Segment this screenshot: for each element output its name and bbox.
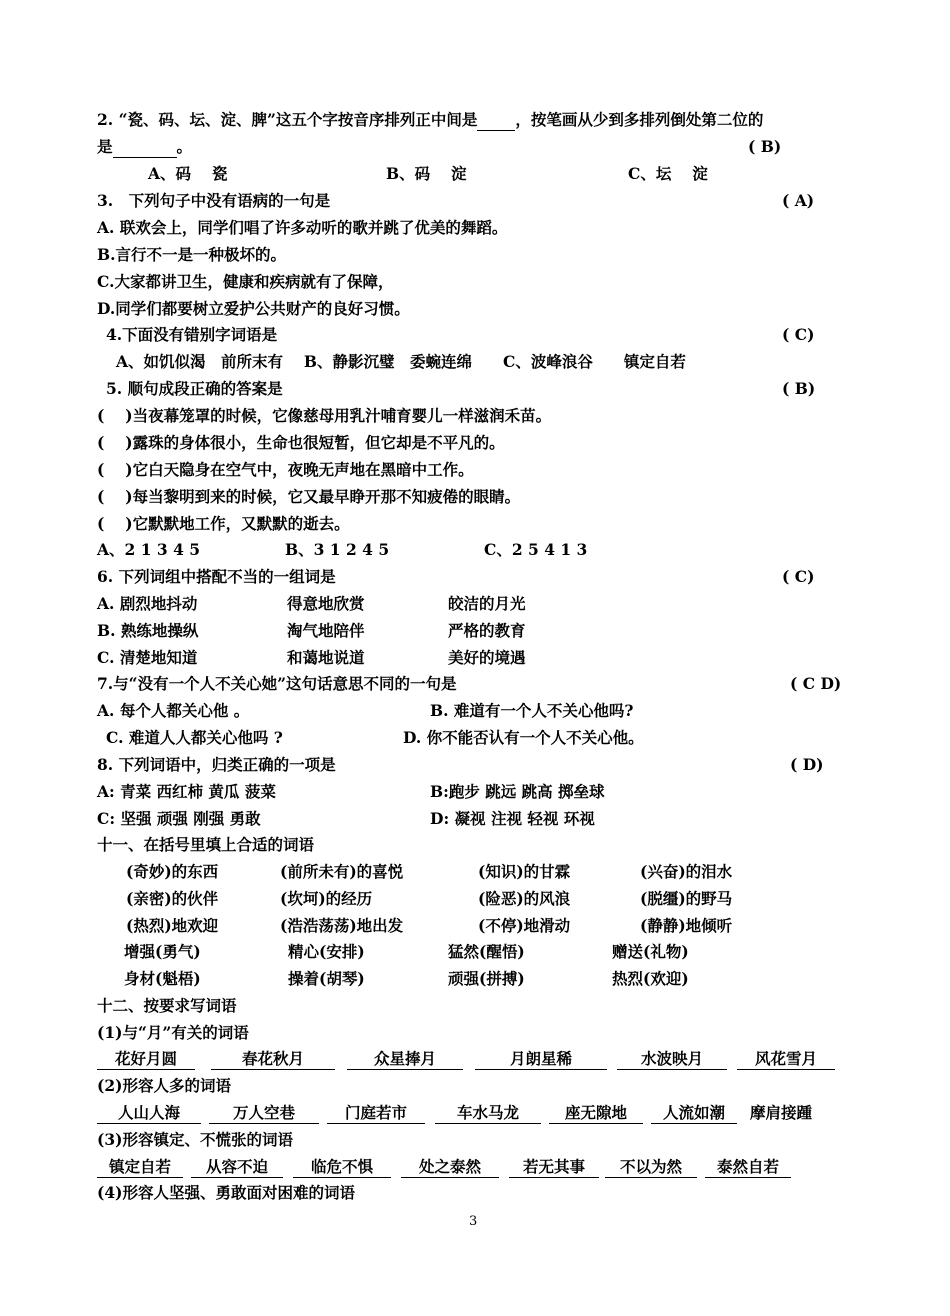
q6-answer: ( C) bbox=[782, 567, 815, 586]
q2-line1 bbox=[97, 110, 763, 131]
s11-r5-c1: 身材(魁梧) bbox=[124, 969, 201, 988]
word-item: 车水马龙 bbox=[435, 1103, 541, 1124]
q8-option-c: C: 坚强 顽强 刚强 勇敢 bbox=[97, 809, 261, 828]
q5-title: 5. 顺句成段正确的答案是 bbox=[106, 379, 283, 398]
q3-title: 3. 下列句子中没有语病的一句是 bbox=[97, 191, 331, 210]
word-item: 月朗星稀 bbox=[475, 1049, 607, 1070]
q6-row-c-3: 美好的境遇 bbox=[448, 648, 526, 667]
s11-r4-c3: 猛然(醒悟) bbox=[448, 942, 525, 961]
word-item: 不以为然 bbox=[605, 1157, 697, 1178]
q7-option-c: C. 难道人人都关心他吗 ? bbox=[106, 728, 283, 747]
q2-option-b: B、码 淀 bbox=[386, 164, 467, 183]
word-item: 水波映月 bbox=[617, 1049, 727, 1070]
s12-group-2-words bbox=[97, 1103, 819, 1124]
word-item: 人山人海 bbox=[97, 1103, 201, 1124]
q2-text-b: ，按笔画从少到多排列倒处第二位的 bbox=[515, 110, 764, 129]
s11-r2-c4: (脱缰)的野马 bbox=[640, 889, 733, 908]
s12-group-1-label: (1)与“月”有关的词语 bbox=[97, 1023, 249, 1042]
s11-r3-c4: (静静)地倾听 bbox=[640, 916, 733, 935]
s11-r5-c2: 操着(胡琴) bbox=[288, 969, 365, 988]
q6-row-b-3: 严格的教育 bbox=[448, 621, 526, 640]
q4-options: A、如饥似渴 前所末有 B、静影沉璧 委蜿连绵 C、波峰浪谷 镇定自若 bbox=[116, 352, 686, 371]
q6-row-a-3: 皎洁的月光 bbox=[448, 594, 526, 613]
s11-r1-c4: (兴奋)的泪水 bbox=[640, 862, 733, 881]
word-item: 座无隙地 bbox=[549, 1103, 643, 1124]
s12-group-4-label: (4)形容人坚强、勇敢面对困难的词语 bbox=[97, 1183, 355, 1202]
word-item: 从容不迫 bbox=[191, 1157, 283, 1178]
s11-r2-c3: (险恶)的风浪 bbox=[478, 889, 571, 908]
s11-r4-c4: 赠送(礼物) bbox=[612, 942, 689, 961]
q7-title: 7.与“没有一个人不关心她”这句话意思不同的一句是 bbox=[97, 674, 457, 693]
q2-option-c: C、坛 淀 bbox=[628, 164, 708, 183]
q2-text-c: 是 bbox=[97, 137, 113, 156]
q5-option-c: C、2 5 4 1 3 bbox=[484, 540, 588, 559]
q4-answer: ( C) bbox=[782, 325, 815, 344]
word-item: 人流如潮 bbox=[651, 1103, 737, 1124]
q7-option-b: B. 难道有一个人不关心他吗? bbox=[430, 701, 634, 720]
q2-line2 bbox=[97, 137, 192, 158]
q7-option-d: D. 你不能否认有一个人不关心他。 bbox=[403, 728, 644, 747]
q3-option-a: A. 联欢会上，同学们唱了许多动听的歌并跳了优美的舞蹈。 bbox=[97, 218, 508, 237]
q3-answer: ( A) bbox=[782, 191, 815, 210]
s12-group-2-label: (2)形容人多的词语 bbox=[97, 1076, 231, 1095]
s12-group-3-words bbox=[97, 1157, 791, 1178]
q3-option-c: C.大家都讲卫生，健康和疾病就有了保障， bbox=[97, 272, 394, 291]
q7-option-a: A. 每个人都关心他 。 bbox=[97, 701, 250, 720]
q3-option-b: B.言行不一是一种极坏的。 bbox=[97, 245, 286, 264]
q8-answer: ( D) bbox=[790, 755, 824, 774]
s11-r1-c1: (奇妙)的东西 bbox=[126, 862, 219, 881]
q2-blank-1 bbox=[477, 110, 515, 131]
word-item: 门庭若市 bbox=[327, 1103, 425, 1124]
section-11-title: 十一、在括号里填上合适的词语 bbox=[97, 835, 315, 854]
page-number: 3 bbox=[469, 1214, 478, 1229]
s11-r1-c2: (前所未有)的喜悦 bbox=[280, 862, 404, 881]
q6-row-c-2: 和蔼地说道 bbox=[287, 648, 365, 667]
q2-blank-2 bbox=[113, 137, 177, 158]
word-item: 摩肩接踵 bbox=[749, 1103, 812, 1122]
s11-r5-c4: 热烈(欢迎) bbox=[612, 969, 689, 988]
q8-option-a: A: 青菜 西红柿 黄瓜 菠菜 bbox=[97, 782, 276, 801]
q6-row-a-1: A. 剧烈地抖动 bbox=[97, 594, 198, 613]
s11-r3-c2: (浩浩荡荡)地出发 bbox=[280, 916, 404, 935]
q2-text-a: 2. “瓷、码、坛、淀、脾”这五个字按音序排列正中间是 bbox=[97, 110, 478, 129]
q7-answer: ( C D) bbox=[790, 674, 842, 693]
word-item: 若无其事 bbox=[509, 1157, 599, 1178]
word-item: 镇定自若 bbox=[97, 1157, 183, 1178]
s11-r3-c3: (不停)地滑动 bbox=[478, 916, 571, 935]
s11-r4-c1: 增强(勇气) bbox=[124, 942, 201, 961]
q5-sentence-2: ( )露珠的身体很小，生命也很短暂，但它却是不平凡的。 bbox=[97, 433, 505, 452]
q6-row-b-2: 淘气地陪伴 bbox=[287, 621, 365, 640]
q5-answer: ( B) bbox=[782, 379, 816, 398]
s11-r5-c3: 顽强(拼搏) bbox=[448, 969, 525, 988]
section-12-title: 十二、按要求写词语 bbox=[97, 996, 237, 1015]
word-item: 春花秋月 bbox=[211, 1049, 335, 1070]
word-item: 风花雪月 bbox=[737, 1049, 835, 1070]
q5-option-b: B、3 1 2 4 5 bbox=[285, 540, 390, 559]
q8-option-b: B:跑步 跳远 跳高 掷垒球 bbox=[430, 782, 605, 801]
word-item: 众星捧月 bbox=[347, 1049, 463, 1070]
s11-r4-c2: 精心(安排) bbox=[288, 942, 365, 961]
word-item: 花好月圆 bbox=[97, 1049, 195, 1070]
q5-sentence-1: ( )当夜幕笼罩的时候，它像慈母用乳汁哺育婴儿一样滋润禾苗。 bbox=[97, 406, 552, 425]
q2-option-a: A、码 瓷 bbox=[148, 164, 228, 183]
s12-group-1-words bbox=[97, 1049, 835, 1070]
q2-text-d: 。 bbox=[176, 137, 193, 156]
s11-r3-c1: (热烈)地欢迎 bbox=[126, 916, 219, 935]
q6-row-c-1: C. 清楚地知道 bbox=[97, 648, 198, 667]
q8-option-d: D: 凝视 注视 轻视 环视 bbox=[430, 809, 595, 828]
q5-option-a: A、2 1 3 4 5 bbox=[97, 540, 201, 559]
q5-sentence-4: ( )每当黎明到来的时候，它又最早睁开那不知疲倦的眼睛。 bbox=[97, 487, 521, 506]
q6-row-b-1: B. 熟练地操纵 bbox=[97, 621, 199, 640]
s12-group-3-label: (3)形容镇定、不慌张的词语 bbox=[97, 1130, 293, 1149]
q6-title: 6. 下列词组中搭配不当的一组词是 bbox=[97, 567, 336, 586]
word-item: 处之泰然 bbox=[401, 1157, 499, 1178]
q3-option-d: D.同学们都要树立爱护公共财产的良好习惯。 bbox=[97, 299, 410, 318]
s11-r2-c1: (亲密)的伙伴 bbox=[126, 889, 219, 908]
q5-sentence-5: ( )它默默地工作，又默默的逝去。 bbox=[97, 514, 350, 533]
s11-r2-c2: (坎坷)的经历 bbox=[280, 889, 373, 908]
q2-answer: ( B) bbox=[748, 137, 782, 156]
s11-r1-c3: (知识)的甘霖 bbox=[478, 862, 571, 881]
word-item: 万人空巷 bbox=[209, 1103, 319, 1124]
q5-sentence-3: ( )它白天隐身在空气中，夜晚无声地在黑暗中工作。 bbox=[97, 460, 474, 479]
q6-row-a-2: 得意地欣赏 bbox=[287, 594, 365, 613]
word-item: 临危不惧 bbox=[293, 1157, 391, 1178]
q4-title: 4.下面没有错别字词语是 bbox=[106, 325, 278, 344]
word-item: 泰然自若 bbox=[705, 1157, 791, 1178]
q8-title: 8. 下列词语中，归类正确的一项是 bbox=[97, 755, 336, 774]
